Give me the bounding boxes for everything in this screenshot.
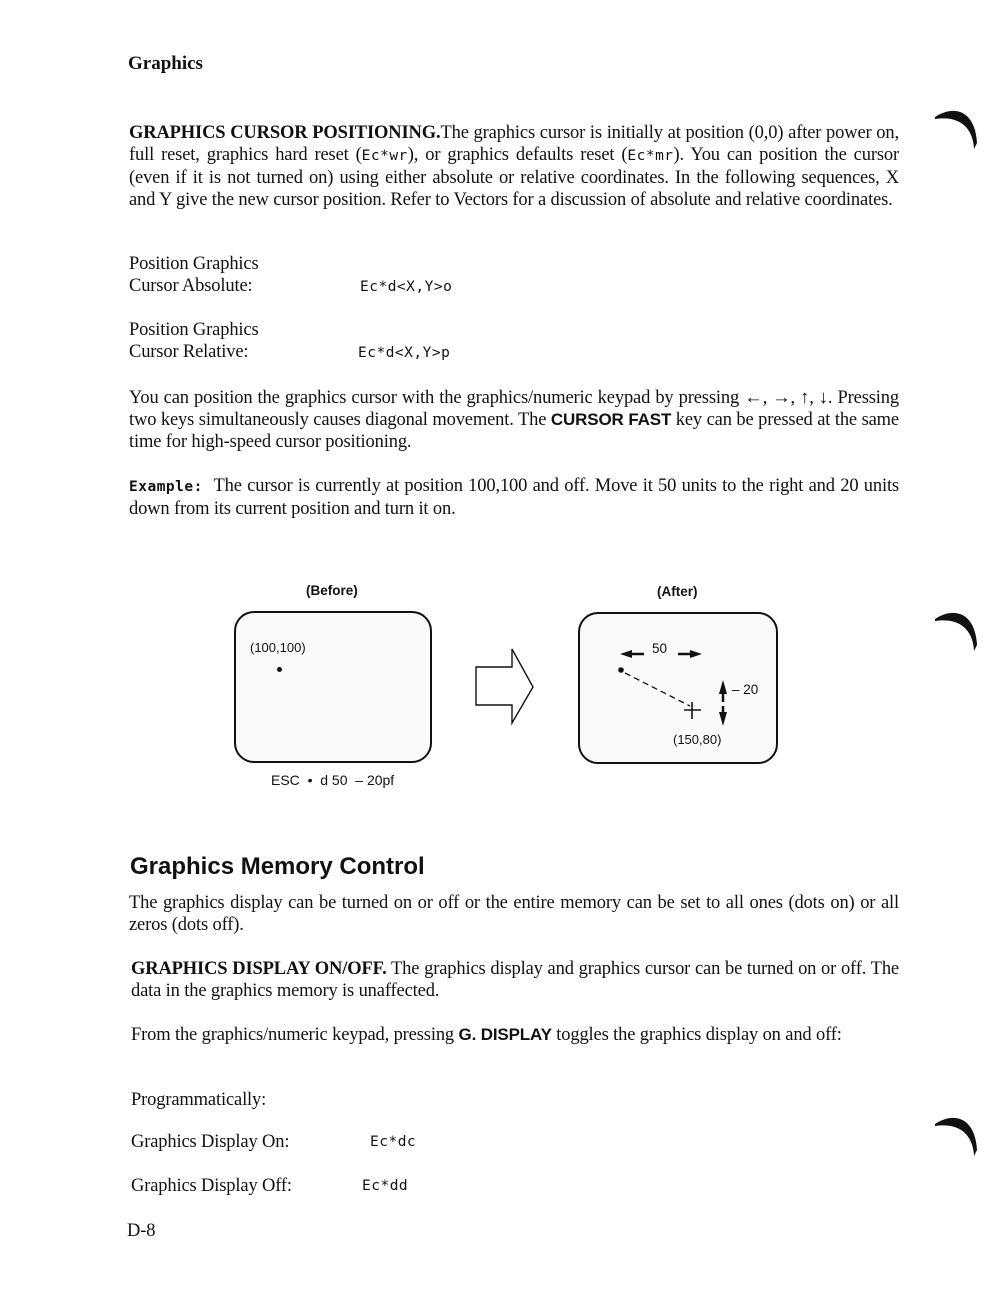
page-number: D-8 [127, 1221, 156, 1241]
dx-arrow-right-head [690, 650, 702, 658]
display-keypad-paragraph [131, 1024, 899, 1046]
dx-arrow-left-head [620, 650, 632, 658]
memory-control-intro: The graphics display can be turned on or off or the entire memory can be set to all ones (dots on) or all zeros (dots off). [129, 893, 899, 935]
before-screen [234, 611, 432, 763]
after-point-label: (150,80) [673, 732, 722, 747]
running-header: Graphics [128, 53, 203, 74]
before-point-label: (100,100) [250, 640, 306, 655]
paragraph-text: ), or graphics defaults reset ( [407, 145, 628, 165]
dx-label: 50 [652, 641, 668, 656]
key-g-display: G. DISPLAY [458, 1025, 552, 1044]
transition-arrow-icon [475, 647, 535, 727]
cursor-positioning-runin-title: GRAPHICS CURSOR POSITIONING. [129, 123, 441, 143]
keypad-paragraph [129, 387, 899, 453]
key-cursor-fast: CURSOR FAST [550, 410, 672, 429]
sequence-relative [129, 319, 259, 363]
sequence-label: Graphics Display Off: [131, 1176, 292, 1196]
sequence-label: Cursor Relative: [129, 342, 249, 362]
display-onoff-runin-title: GRAPHICS DISPLAY ON/OFF. [131, 959, 387, 979]
paragraph-text: The graphics cursor is initially at position (0,0) after power on, full reset, graphics hard reset ( [129, 123, 899, 165]
before-caption: (Before) [306, 583, 358, 598]
paragraph-text: key can be pressed at the same time for high-speed cursor positioning. [129, 410, 899, 452]
sequence-label: Position Graphics [129, 254, 259, 274]
binder-tab-mark-icon [925, 605, 985, 665]
sequence-code: Ec*dd [362, 1178, 409, 1194]
sequence-label: Cursor Absolute: [129, 276, 253, 296]
before-cursor-dot [277, 667, 282, 672]
dy-label: – 20 [732, 682, 759, 697]
sequence-label: Position Graphics [129, 320, 259, 340]
after-start-dot [618, 667, 624, 673]
programmatically-label: Programmatically: [131, 1090, 267, 1110]
example-label: Example: [129, 479, 203, 495]
binder-tab-mark-icon [925, 1110, 985, 1170]
code-defaults-reset: Ec*mr [627, 148, 674, 164]
binder-tab-mark-icon [925, 103, 985, 163]
display-onoff-paragraph [131, 958, 899, 1002]
paragraph-text: From the graphics/numeric keypad, pressing [131, 1025, 459, 1045]
paragraph-text: You can position the graphics cursor with the graphics/numeric keypad by pressing ←, →, ↑, ↓. Pressing two keys simultaneously causes diagonal movement. The [129, 388, 899, 430]
paragraph-text: toggles the graphics display on and off: [551, 1025, 842, 1045]
sequence-code: Ec*dc [370, 1134, 417, 1150]
sequence-label: Graphics Display On: [131, 1132, 290, 1152]
movement-path [625, 673, 690, 706]
escape-sequence-caption: ESC • d 50 – 20pf [271, 772, 395, 788]
paragraph-text: The graphics display and graphics cursor can be turned on or off. The data in the graphics memory is unaffected. [131, 959, 899, 1001]
sequence-code: Ec*d<X,Y>o [360, 279, 453, 295]
section-heading: Graphics Memory Control [130, 853, 425, 880]
paragraph-text: ). You can position the cursor (even if it is not turned on) using either absolute or relative coordinates. In the following sequences, X and Y give the new cursor position. Refer to Vectors for a discussion of absolute and relative coordinates. [129, 145, 899, 210]
after-caption: (After) [657, 584, 698, 599]
cursor-move-figure [220, 575, 800, 800]
sequence-code: Ec*d<X,Y>p [358, 345, 451, 361]
paragraph-text: The cursor is currently at position 100,100 and off. Move it 50 units to the right and 20 units down from its current position and turn it on. [129, 476, 899, 519]
sequence-absolute [129, 253, 259, 297]
cursor-positioning-paragraph [129, 122, 899, 211]
code-hard-reset: Ec*wr [361, 148, 408, 164]
example-paragraph [129, 475, 899, 520]
